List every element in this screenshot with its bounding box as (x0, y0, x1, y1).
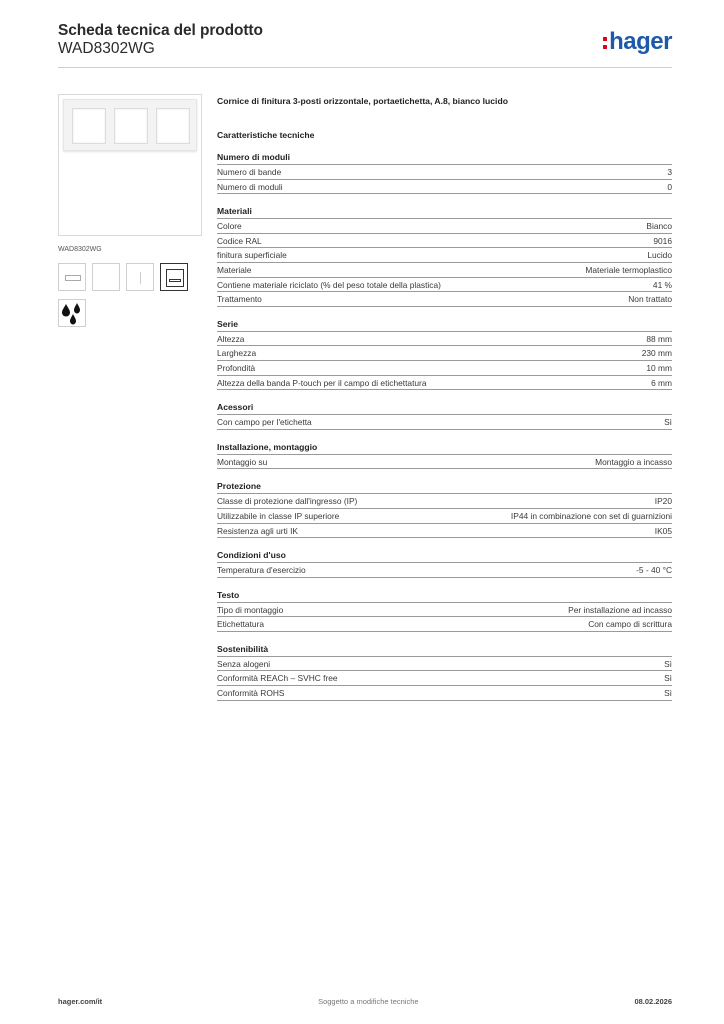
spec-row (217, 493, 672, 508)
spec-value: Montaggio a incasso (595, 456, 672, 467)
spec-value: 10 mm (646, 362, 672, 373)
spec-row (217, 218, 672, 233)
section-title: Acessori (217, 402, 254, 413)
spec-section (217, 206, 672, 307)
spec-row (217, 523, 672, 538)
spec-label: Resistenza agli urti IK (217, 525, 298, 536)
section-title: Installazione, montaggio (217, 441, 318, 452)
spec-section (217, 550, 672, 578)
section-title: Serie (217, 318, 239, 329)
product-code: WAD8302WG (58, 40, 155, 57)
spec-label: Conformità ROHS (217, 688, 285, 699)
logo-text: hager (609, 28, 672, 55)
spec-value: Sì (664, 658, 672, 669)
spec-value: IP20 (654, 496, 672, 507)
spec-rows (217, 331, 672, 390)
thumbnail-front-view[interactable] (58, 263, 86, 291)
spec-row (217, 562, 672, 577)
spec-row (217, 179, 672, 194)
spec-row (217, 277, 672, 292)
spec-rows (217, 218, 672, 307)
spec-section (217, 590, 672, 632)
thumbnail-side-view[interactable] (126, 263, 154, 291)
spec-label: Contiene materiale riciclato (% del peso totale della plastica) (217, 279, 441, 290)
spec-value: 0 (667, 181, 672, 192)
thumbnail-strip (58, 263, 202, 291)
spec-section (217, 152, 672, 194)
spec-sections (217, 152, 672, 701)
hager-logo[interactable] (603, 28, 672, 56)
page-header (58, 22, 672, 68)
spec-section (217, 319, 672, 390)
spec-label: Numero di moduli (217, 181, 283, 192)
spec-value: 230 mm (641, 348, 672, 359)
spec-value: Non trattato (628, 294, 672, 305)
spec-row (217, 233, 672, 248)
image-caption: WAD8302WG (58, 246, 102, 253)
spec-label: Materiale (217, 264, 252, 275)
spec-row (217, 685, 672, 700)
thumbnail-blank[interactable] (92, 263, 120, 291)
spec-value: 9016 (653, 235, 672, 246)
spec-row (217, 360, 672, 375)
spec-row (217, 375, 672, 390)
spec-row (217, 345, 672, 360)
spec-label: Classe di protezione dall'ingresso (IP) (217, 496, 358, 507)
spec-value: 88 mm (646, 333, 672, 344)
spec-section (217, 481, 672, 538)
spec-rows (217, 164, 672, 194)
spec-label: Profondità (217, 362, 256, 373)
spec-value: Sì (664, 673, 672, 684)
spec-rows (217, 602, 672, 632)
spec-label: Tipo di montaggio (217, 604, 284, 615)
spec-row (217, 670, 672, 685)
spec-value: Bianco (646, 221, 672, 232)
footer-notice: Soggetto a modifiche tecniche (318, 997, 419, 1006)
label-holder-icon (169, 279, 181, 282)
spec-value: IP44 in combinazione con set di guarnizioni (510, 510, 672, 521)
spec-column (217, 94, 672, 701)
section-title: Sostenibilità (217, 643, 269, 654)
spec-row (217, 164, 672, 179)
spec-label: finitura superficiale (217, 250, 287, 261)
spec-rows (217, 414, 672, 430)
spec-label: Numero di bande (217, 167, 282, 177)
water-drops-icon (58, 299, 86, 327)
section-title: Testo (217, 589, 240, 600)
spec-value: -5 - 40 °C (636, 565, 672, 576)
logo-dots-icon (603, 37, 607, 49)
spec-label: Temperatura d'esercizio (217, 565, 306, 576)
side-profile-icon (140, 272, 141, 284)
spec-label: Trattamento (217, 294, 262, 305)
frame-slot (156, 108, 190, 144)
spec-label: Con campo per l'etichetta (217, 417, 312, 428)
spec-row (217, 454, 672, 469)
spec-row (217, 508, 672, 523)
spec-value: Lucido (647, 250, 672, 261)
spec-label: Utilizzabile in classe IP superiore (217, 510, 340, 521)
frame-illustration (63, 99, 197, 151)
page-footer (58, 997, 672, 1006)
spec-value: 3 (667, 167, 672, 177)
spec-value: Sì (664, 688, 672, 699)
characteristics-heading: Caratteristiche tecniche (217, 130, 315, 140)
spec-label: Larghezza (217, 348, 257, 359)
drawing-icon (166, 269, 184, 287)
spec-row (217, 602, 672, 617)
spec-label: Colore (217, 221, 242, 232)
spec-label: Codice RAL (217, 235, 262, 246)
section-title: Numero di moduli (217, 152, 291, 162)
spec-row (217, 291, 672, 306)
section-title: Protezione (217, 481, 261, 492)
section-title: Condizioni d'uso (217, 550, 286, 561)
footer-date: 08.02.2026 (634, 997, 672, 1006)
spec-value: Per installazione ad incasso (568, 604, 672, 615)
spec-row (217, 414, 672, 429)
spec-label: Altezza (217, 333, 245, 344)
spec-value: IK05 (654, 525, 672, 536)
spec-label: Senza alogeni (217, 658, 271, 669)
thumbnail-dimension-drawing[interactable] (160, 263, 188, 291)
spec-value: Sì (664, 417, 672, 428)
spec-row (217, 616, 672, 631)
frame-slot (72, 108, 106, 144)
spec-section (217, 442, 672, 470)
spec-row (217, 331, 672, 346)
page-title: Scheda tecnica del prodotto (58, 22, 263, 39)
spec-label: Montaggio su (217, 456, 268, 467)
spec-rows (217, 562, 672, 578)
spec-section (217, 402, 672, 430)
product-description: Cornice di finitura 3-posti orizzontale, portaetichetta, A.8, bianco lucido (217, 96, 508, 106)
spec-value: 41 % (652, 279, 672, 290)
frame-outline-icon (65, 275, 81, 281)
spec-row (217, 656, 672, 671)
spec-value: Con campo di scrittura (588, 619, 672, 630)
spec-value: Materiale termoplastico (585, 264, 672, 275)
product-image[interactable] (58, 94, 202, 236)
spec-rows (217, 656, 672, 701)
product-media-column (58, 94, 202, 327)
spec-rows (217, 454, 672, 470)
frame-slot (114, 108, 148, 144)
spec-label: Etichettatura (217, 619, 265, 630)
spec-label: Altezza della banda P-touch per il campo di etichettatura (217, 377, 427, 388)
spec-row (217, 262, 672, 277)
spec-rows (217, 493, 672, 538)
spec-value: 6 mm (651, 377, 672, 388)
footer-website-link[interactable]: hager.com/it (58, 997, 103, 1006)
spec-row (217, 247, 672, 262)
section-title: Materiali (217, 206, 252, 217)
spec-section (217, 644, 672, 701)
spec-label: Conformità REACh – SVHC free (217, 673, 338, 684)
